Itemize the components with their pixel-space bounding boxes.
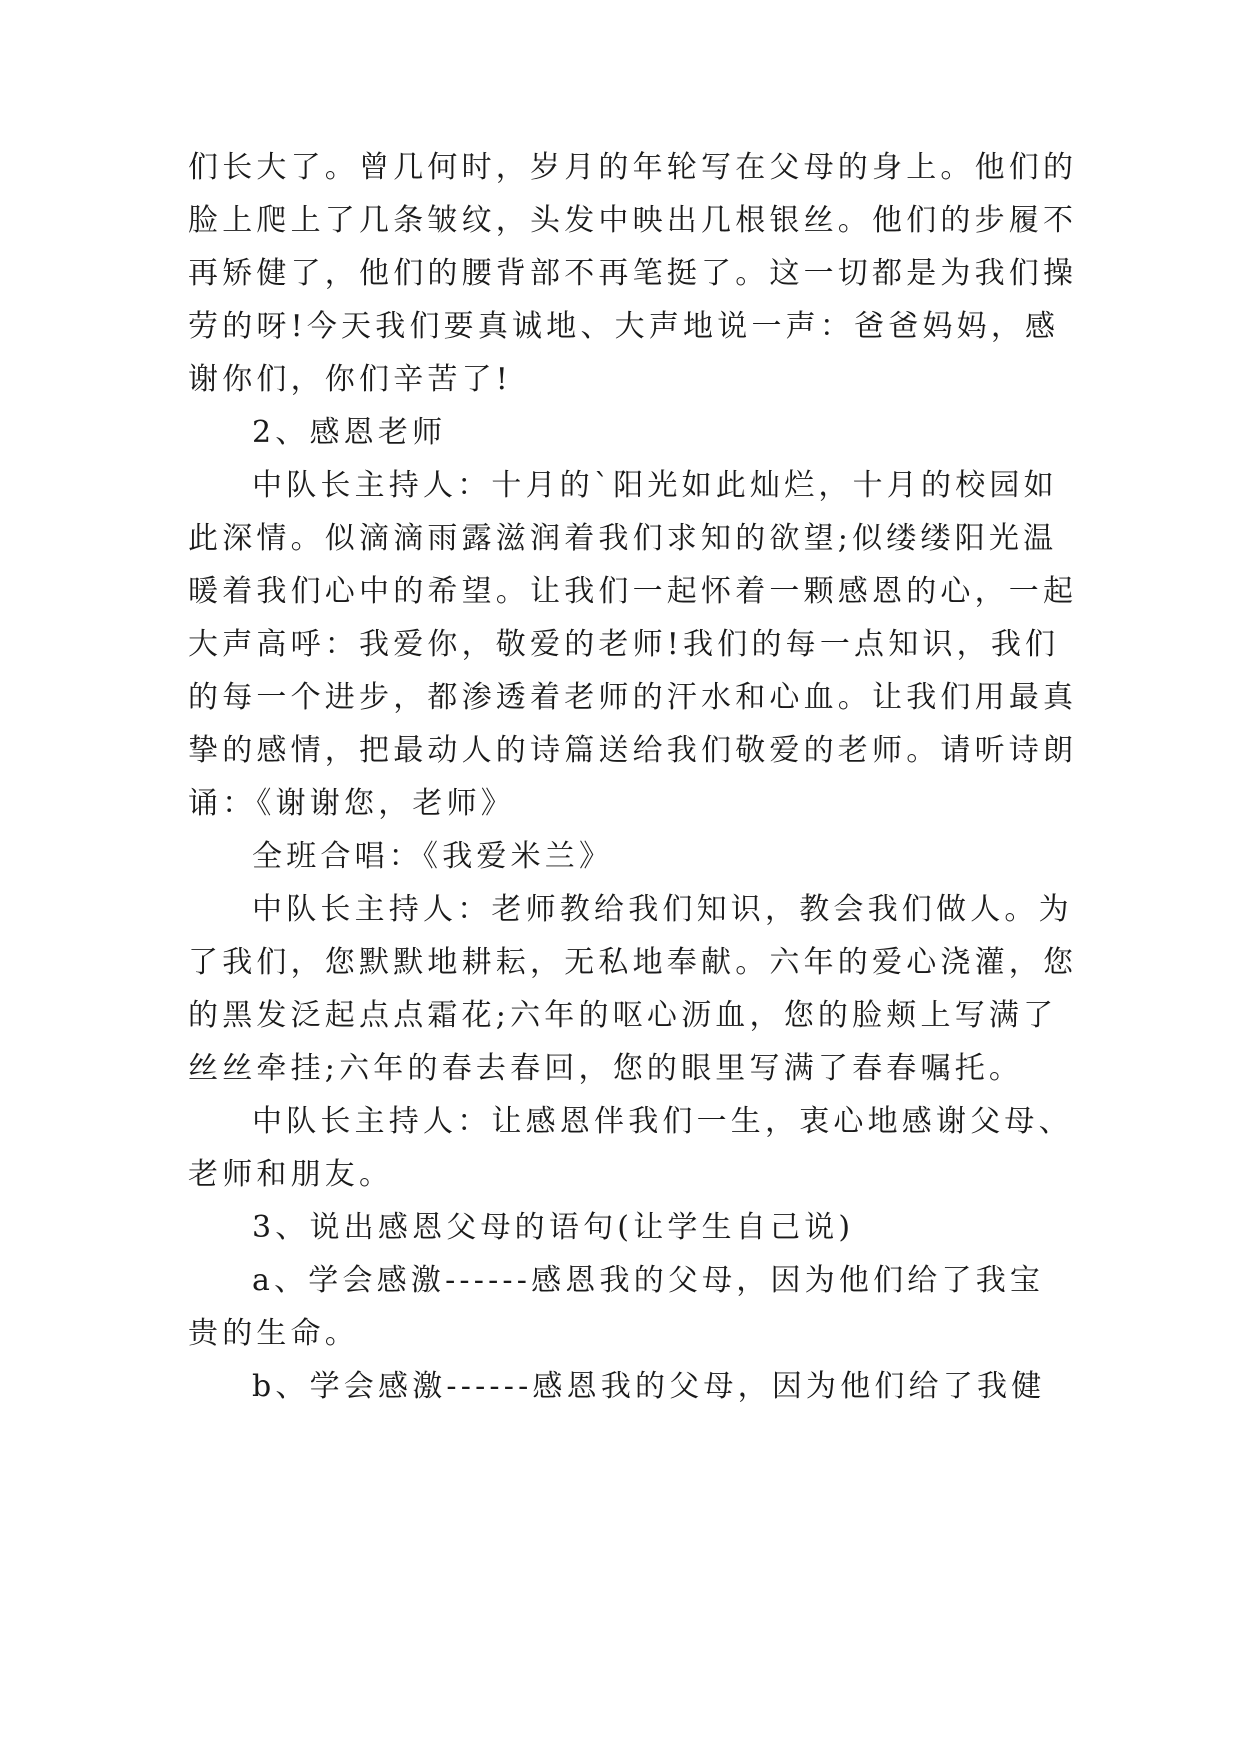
text-line: 再矫健了，他们的腰背部不再笔挺了。这一切都是为我们操 [188,256,1078,291]
text-line: 暖着我们心中的希望。让我们一起怀着一颗感恩的心，一起 [188,574,1078,609]
text-line: 的每一个进步，都渗透着老师的汗水和心血。让我们用最真 [188,680,1078,715]
section-heading: 2、感恩老师 [252,415,447,450]
text-line: 中队长主持人：让感恩伴我们一生，衷心地感谢父母、 [252,1104,1073,1139]
text-line: 此深情。似滴滴雨露滋润着我们求知的欲望;似缕缕阳光温 [188,521,1058,556]
text-line: 中队长主持人：十月的`阳光如此灿烂，十月的校园如 [252,468,1058,503]
text-line: 脸上爬上了几条皱纹，头发中映出几根银丝。他们的步履不 [188,203,1078,238]
text-line: 大声高呼：我爱你，敬爱的老师!我们的每一点知识，我们 [188,627,1060,662]
text-line: a、学会感激------感恩我的父母，因为他们给了我宝 [252,1263,1045,1298]
text-line: 老师和朋友。 [188,1157,394,1192]
text-line: 中队长主持人：老师教给我们知识，教会我们做人。为 [252,892,1073,927]
text-line: 诵：《谢谢您，老师》 [188,786,515,821]
text-line: 全班合唱：《我爱米兰》 [252,839,614,874]
text-line: 谢你们，你们辛苦了! [188,362,513,397]
text-line: 挚的感情，把最动人的诗篇送给我们敬爱的老师。请听诗朗 [188,733,1078,768]
text-line: 劳的呀!今天我们要真诚地、大声地说一声：爸爸妈妈，感 [188,309,1060,344]
section-heading: 3、说出感恩父母的语句(让学生自己说) [252,1210,855,1245]
text-line: b、学会感激------感恩我的父母，因为他们给了我健 [252,1369,1046,1404]
text-line: 们长大了。曾几何时，岁月的年轮写在父母的身上。他们的 [188,150,1078,185]
text-line: 丝丝牵挂;六年的春去春回，您的眼里写满了春春嘱托。 [188,1051,1024,1086]
text-line: 的黑发泛起点点霜花;六年的呕心沥血，您的脸颊上写满了 [188,998,1058,1033]
text-line: 了我们，您默默地耕耘，无私地奉献。六年的爱心浇灌，您 [188,945,1078,980]
text-line: 贵的生命。 [188,1316,359,1351]
